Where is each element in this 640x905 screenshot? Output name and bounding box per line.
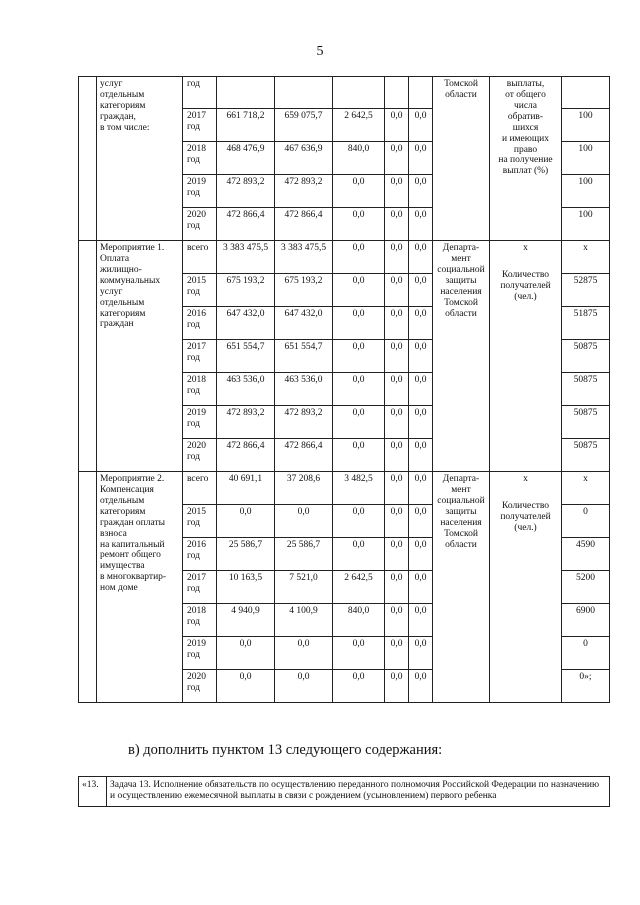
- year-cell: 2018 год: [183, 604, 217, 637]
- year-cell: 2019 год: [183, 406, 217, 439]
- index-cell: [79, 77, 97, 241]
- local-cell: 0,0: [385, 175, 409, 208]
- executor-cell-line: социальной: [437, 495, 485, 506]
- measure-2-section: [79, 472, 610, 703]
- measure-name: [97, 241, 183, 472]
- extra-cell: 0,0: [409, 109, 433, 142]
- value-cell: 100: [562, 175, 610, 208]
- local-cell: 0,0: [385, 406, 409, 439]
- indicator-line: (чел.): [514, 291, 537, 302]
- extra-cell: 0,0: [409, 373, 433, 406]
- local-cell: 0,0: [385, 505, 409, 538]
- table-row: [79, 77, 610, 109]
- extra-cell: 0,0: [409, 208, 433, 241]
- regional-cell: 0,0: [333, 406, 385, 439]
- measure-name-line: в многоквартир-: [100, 572, 167, 583]
- indicator-cell-line: на получение: [498, 155, 553, 166]
- indicator-cell: [490, 472, 562, 703]
- local-cell: 0,0: [385, 340, 409, 373]
- value-cell: 52875: [562, 274, 610, 307]
- executor-cell-line: Томской: [444, 297, 478, 308]
- year-cell: 2018 год: [183, 142, 217, 175]
- regional-cell: 0,0: [333, 208, 385, 241]
- executor-cell-line: мент: [451, 253, 471, 264]
- total-cell: 25 586,7: [217, 538, 275, 571]
- executor-cell-line: Департа-: [442, 243, 480, 253]
- total-cell: 472 893,2: [217, 175, 275, 208]
- indicator-line: Количество: [501, 500, 550, 511]
- year-cell: 2020 год: [183, 670, 217, 703]
- local-cell: 0,0: [385, 241, 409, 274]
- year-cell: 2017 год: [183, 109, 217, 142]
- measure-name-line: услуг: [100, 79, 123, 89]
- local-cell: 0,0: [385, 637, 409, 670]
- federal-cell: 3 383 475,5: [275, 241, 333, 274]
- federal-cell: 25 586,7: [275, 538, 333, 571]
- value-cell: 5200: [562, 571, 610, 604]
- year-cell: 2016 год: [183, 307, 217, 340]
- empty-cell: [385, 77, 409, 109]
- task-number: «13.: [79, 777, 107, 807]
- indicator-cell: [490, 77, 562, 241]
- empty-cell: [409, 77, 433, 109]
- measure-1-section: [79, 241, 610, 472]
- federal-cell: 4 100,9: [275, 604, 333, 637]
- measure-name-line: отдельным: [100, 495, 145, 506]
- indicator-cell-line: выплат (%): [502, 166, 549, 177]
- empty-cell: [275, 77, 333, 109]
- year-cell: 2020 год: [183, 439, 217, 472]
- executor-cell-line: Департа-: [442, 474, 480, 484]
- executor-cell-line: Томской: [444, 528, 478, 539]
- federal-cell: 472 893,2: [275, 175, 333, 208]
- indicator-line: получателей: [500, 280, 551, 291]
- regional-cell: 0,0: [333, 274, 385, 307]
- executor-cell-line: мент: [451, 484, 471, 495]
- local-cell: 0,0: [385, 307, 409, 340]
- extra-cell: 0,0: [409, 637, 433, 670]
- executor-cell: [433, 77, 490, 241]
- regional-cell: 2 642,5: [333, 109, 385, 142]
- executor-cell-line: социальной: [437, 264, 485, 275]
- regional-cell: 0,0: [333, 538, 385, 571]
- indicator-cell-line: шихся: [512, 122, 539, 133]
- regional-cell: 2 642,5: [333, 571, 385, 604]
- federal-cell: 472 893,2: [275, 406, 333, 439]
- measure-name-line: отдельным: [100, 297, 145, 308]
- local-cell: 0,0: [385, 142, 409, 175]
- measure-name-line: на капитальный: [100, 539, 165, 550]
- measure-name-line: ремонт общего: [100, 550, 161, 561]
- year-cell: всего: [183, 241, 217, 274]
- budget-table: [78, 76, 610, 703]
- total-cell: 463 536,0: [217, 373, 275, 406]
- measure-name-line: в том числе:: [100, 122, 150, 133]
- value-cell: х: [562, 241, 610, 274]
- total-cell: 472 866,4: [217, 439, 275, 472]
- extra-cell: 0,0: [409, 505, 433, 538]
- year-cell: 2017 год: [183, 571, 217, 604]
- federal-cell: 472 866,4: [275, 208, 333, 241]
- extra-cell: 0,0: [409, 670, 433, 703]
- measure-name-line: отдельным: [100, 89, 145, 100]
- federal-cell: 0,0: [275, 637, 333, 670]
- executor-cell: [433, 241, 490, 472]
- measure-name-line: категориям: [100, 506, 146, 517]
- executor-cell-line: Томской: [444, 79, 478, 89]
- indicator-line: получателей: [500, 511, 551, 522]
- extra-cell: 0,0: [409, 472, 433, 505]
- value-cell: 0»;: [562, 670, 610, 703]
- measure-name-line: имущества: [100, 561, 145, 572]
- regional-cell: 0,0: [333, 670, 385, 703]
- federal-cell: 472 866,4: [275, 439, 333, 472]
- extra-cell: 0,0: [409, 307, 433, 340]
- value-cell: 51875: [562, 307, 610, 340]
- local-cell: 0,0: [385, 604, 409, 637]
- federal-cell: 647 432,0: [275, 307, 333, 340]
- regional-cell: 840,0: [333, 142, 385, 175]
- measure-name-line: Мероприятие 2.: [100, 474, 165, 484]
- indicator-x: х: [523, 474, 528, 484]
- indicator-cell-line: выплаты,: [506, 79, 545, 89]
- indicator-line: Количество: [501, 269, 550, 280]
- page-number: 5: [316, 44, 324, 59]
- indicator-line: (чел.): [514, 522, 537, 533]
- total-cell: 468 476,9: [217, 142, 275, 175]
- value-cell: 100: [562, 208, 610, 241]
- total-cell: 10 163,5: [217, 571, 275, 604]
- executor-cell: [433, 472, 490, 703]
- indicator-cell-line: право: [513, 144, 538, 155]
- local-cell: 0,0: [385, 670, 409, 703]
- measure-name-line: взноса: [100, 528, 127, 539]
- federal-cell: 463 536,0: [275, 373, 333, 406]
- indicator-cell: [490, 241, 562, 472]
- federal-cell: 467 636,9: [275, 142, 333, 175]
- value-cell: 6900: [562, 604, 610, 637]
- extra-cell: 0,0: [409, 439, 433, 472]
- index-cell: [79, 241, 97, 472]
- year-cell: 2019 год: [183, 175, 217, 208]
- table-row: [79, 472, 610, 505]
- total-cell: 0,0: [217, 637, 275, 670]
- amendment-heading: в) дополнить пунктом 13 следующего содержания:: [128, 742, 443, 758]
- total-cell: 675 193,2: [217, 274, 275, 307]
- task-text: Задача 13. Исполнение обязательств по осуществлению переданного полномочия Российской Федерации по назначению и осуществлению ежемесячной выплаты в связи с рождением (усыновлением) первого ребенка: [107, 777, 610, 807]
- indicator-cell-line: обратив-: [507, 111, 544, 122]
- value-cell: 50875: [562, 406, 610, 439]
- executor-cell-line: области: [445, 539, 477, 550]
- total-cell: 661 718,2: [217, 109, 275, 142]
- year-cell: 2020 год: [183, 208, 217, 241]
- measure-name-line: граждан оплаты: [100, 517, 166, 528]
- measure-name-line: коммунальных: [100, 275, 161, 286]
- extra-cell: 0,0: [409, 604, 433, 637]
- year-cell: 2018 год: [183, 373, 217, 406]
- regional-cell: 0,0: [333, 505, 385, 538]
- index-cell: [79, 472, 97, 703]
- measure-name-line: граждан: [100, 319, 134, 330]
- extra-cell: 0,0: [409, 175, 433, 208]
- regional-cell: 0,0: [333, 340, 385, 373]
- regional-cell: 0,0: [333, 637, 385, 670]
- regional-cell: 0,0: [333, 241, 385, 274]
- measure-name-line: ном доме: [100, 583, 138, 594]
- measure-name-line: категориям: [100, 308, 146, 319]
- extra-cell: 0,0: [409, 538, 433, 571]
- extra-cell: 0,0: [409, 241, 433, 274]
- executor-cell-line: населения: [440, 286, 482, 297]
- total-cell: 647 432,0: [217, 307, 275, 340]
- indicator-x: х: [523, 243, 528, 253]
- extra-cell: 0,0: [409, 406, 433, 439]
- value-cell: 50875: [562, 373, 610, 406]
- regional-cell: 0,0: [333, 439, 385, 472]
- year-cell: 2017 год: [183, 340, 217, 373]
- value-cell: 0: [562, 505, 610, 538]
- local-cell: 0,0: [385, 208, 409, 241]
- executor-cell-line: защиты: [445, 506, 477, 517]
- local-cell: 0,0: [385, 274, 409, 307]
- year-cell: 2019 год: [183, 637, 217, 670]
- local-cell: 0,0: [385, 109, 409, 142]
- indicator-cell-line: от общего: [505, 89, 546, 100]
- year-cell: год: [183, 77, 217, 109]
- year-cell: всего: [183, 472, 217, 505]
- year-cell: 2015 год: [183, 274, 217, 307]
- total-cell: 651 554,7: [217, 340, 275, 373]
- regional-cell: 3 482,5: [333, 472, 385, 505]
- measure-name: [97, 77, 183, 241]
- federal-cell: 0,0: [275, 670, 333, 703]
- empty-cell: [333, 77, 385, 109]
- total-cell: 0,0: [217, 670, 275, 703]
- local-cell: 0,0: [385, 439, 409, 472]
- table-row: [79, 241, 610, 274]
- local-cell: 0,0: [385, 571, 409, 604]
- measure-name-line: категориям: [100, 100, 146, 111]
- regional-cell: 0,0: [333, 175, 385, 208]
- local-cell: 0,0: [385, 472, 409, 505]
- total-cell: 0,0: [217, 505, 275, 538]
- total-cell: 40 691,1: [217, 472, 275, 505]
- measure-name-line: граждан,: [100, 111, 136, 122]
- total-cell: 472 893,2: [217, 406, 275, 439]
- total-cell: 472 866,4: [217, 208, 275, 241]
- regional-cell: 840,0: [333, 604, 385, 637]
- extra-cell: 0,0: [409, 571, 433, 604]
- empty-cell: [217, 77, 275, 109]
- federal-cell: 675 193,2: [275, 274, 333, 307]
- value-cell: [562, 77, 610, 109]
- executor-cell-line: защиты: [445, 275, 477, 286]
- value-cell: 4590: [562, 538, 610, 571]
- year-cell: 2016 год: [183, 538, 217, 571]
- indicator-cell-line: числа: [513, 100, 538, 111]
- executor-cell-line: области: [445, 308, 477, 319]
- value-cell: 50875: [562, 439, 610, 472]
- federal-cell: 7 521,0: [275, 571, 333, 604]
- federal-cell: 659 075,7: [275, 109, 333, 142]
- federal-cell: 0,0: [275, 505, 333, 538]
- local-cell: 0,0: [385, 373, 409, 406]
- local-cell: 0,0: [385, 538, 409, 571]
- measure-name-line: услуг: [100, 286, 123, 297]
- extra-cell: 0,0: [409, 340, 433, 373]
- value-cell: 100: [562, 142, 610, 175]
- measure-name: [97, 472, 183, 703]
- executor-cell-line: населения: [440, 517, 482, 528]
- indicator-cell-line: и имеющих: [501, 133, 550, 144]
- measure-name-line: жилищно-: [100, 264, 142, 275]
- total-cell: 3 383 475,5: [217, 241, 275, 274]
- extra-cell: 0,0: [409, 274, 433, 307]
- measure-name-line: Компенсация: [100, 484, 154, 495]
- regional-cell: 0,0: [333, 307, 385, 340]
- executor-cell-line: области: [445, 89, 477, 100]
- task-13-table: [78, 776, 610, 807]
- top-section: [79, 77, 610, 241]
- value-cell: х: [562, 472, 610, 505]
- year-cell: 2015 год: [183, 505, 217, 538]
- value-cell: 100: [562, 109, 610, 142]
- measure-name-line: Оплата: [100, 253, 130, 264]
- regional-cell: 0,0: [333, 373, 385, 406]
- extra-cell: 0,0: [409, 142, 433, 175]
- value-cell: 50875: [562, 340, 610, 373]
- value-cell: 0: [562, 637, 610, 670]
- federal-cell: 651 554,7: [275, 340, 333, 373]
- total-cell: 4 940,9: [217, 604, 275, 637]
- federal-cell: 37 208,6: [275, 472, 333, 505]
- measure-name-line: Мероприятие 1.: [100, 243, 165, 253]
